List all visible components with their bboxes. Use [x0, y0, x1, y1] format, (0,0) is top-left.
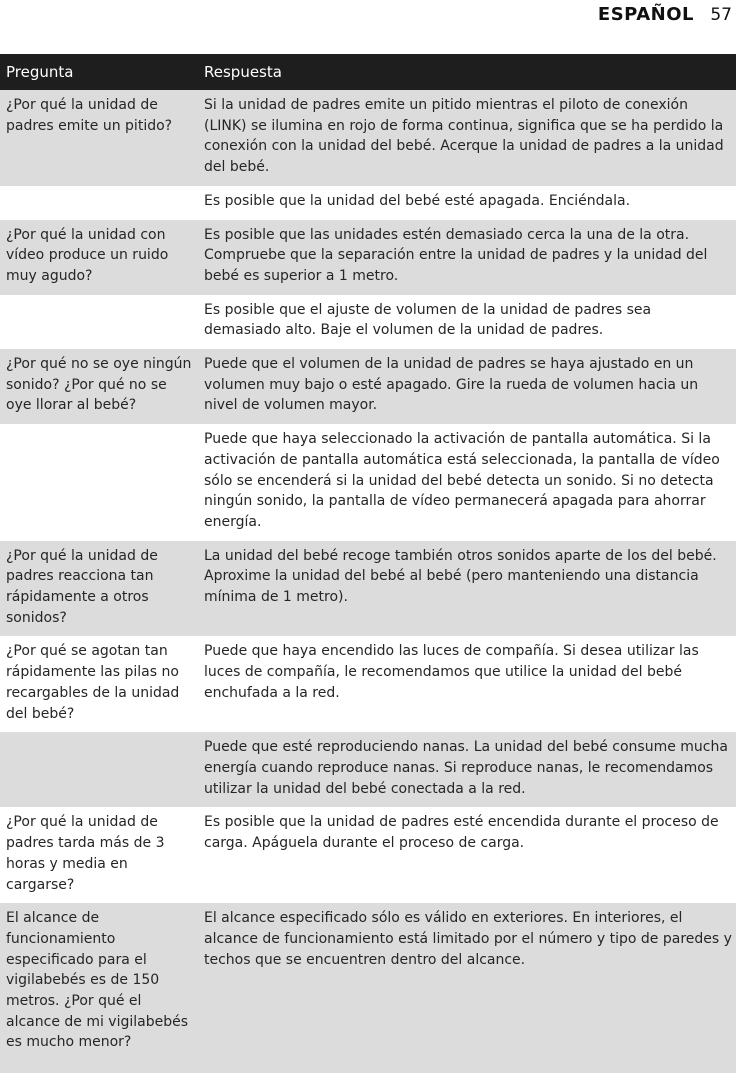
column-header-answer: Respuesta: [198, 54, 736, 90]
table-row: [0, 732, 736, 807]
question-cell: ¿Por qué la unidad de padres tarda más de 3 horas y media en cargarse?: [0, 807, 198, 903]
question-cell: ¿Por qué no se oye ningún sonido? ¿Por qué no se oye llorar al bebé?: [0, 349, 198, 424]
answer-cell: Puede que el volumen de la unidad de padres se haya ajustado en un volumen muy bajo o esté apagado. Gire la rueda de volumen hacia un nivel de volumen mayor.: [198, 349, 736, 424]
table-row: [0, 807, 736, 903]
answer-cell: El alcance especificado sólo es válido en exteriores. En interiores, el alcance de funcionamiento está limitado por el número y tipo de paredes y techos que se encuentren dentro del alcance.: [198, 903, 736, 1073]
table-header-row: [0, 54, 736, 90]
column-header-question: Pregunta: [0, 54, 198, 90]
question-cell: ¿Por qué la unidad de padres reacciona tan rápidamente a otros sonidos?: [0, 541, 198, 637]
question-cell: [0, 295, 198, 349]
table-row: [0, 424, 736, 541]
question-cell: El alcance de funcionamiento especificado para el vigilabebés es de 150 metros. ¿Por qué el alcance de mi vigilabebés es mucho menor?: [0, 903, 198, 1073]
table-row: [0, 220, 736, 295]
answer-cell: La unidad del bebé recoge también otros sonidos aparte de los del bebé. Aproxime la unidad del bebé al bebé (pero manteniendo una distancia mínima de 1 metro).: [198, 541, 736, 637]
question-cell: ¿Por qué la unidad de padres emite un pitido?: [0, 90, 198, 186]
question-cell: [0, 732, 198, 807]
question-cell: ¿Por qué la unidad con vídeo produce un ruido muy agudo?: [0, 220, 198, 295]
table-row: [0, 90, 736, 186]
answer-cell: Es posible que la unidad del bebé esté apagada. Enciéndala.: [198, 186, 736, 220]
question-cell: [0, 424, 198, 541]
table-row: [0, 903, 736, 1073]
answer-cell: Puede que esté reproduciendo nanas. La unidad del bebé consume mucha energía cuando reproduce nanas. Si reproduce nanas, le recomendamos utilizar la unidad del bebé conectada a la red.: [198, 732, 736, 807]
answer-cell: Es posible que la unidad de padres esté encendida durante el proceso de carga. Apáguela durante el proceso de carga.: [198, 807, 736, 903]
table-row: [0, 636, 736, 732]
table-row: [0, 186, 736, 220]
answer-cell: Puede que haya encendido las luces de compañía. Si desea utilizar las luces de compañía, le recomendamos que utilice la unidad del bebé enchufada a la red.: [198, 636, 736, 732]
table-row: [0, 295, 736, 349]
question-cell: [0, 186, 198, 220]
answer-cell: Puede que haya seleccionado la activación de pantalla automática. Si la activación de pantalla automática está seleccionada, la pantalla de vídeo sólo se encenderá si la unidad del bebé detecta un sonido. Si no detecta ningún sonido, la pantalla de vídeo permanecerá apagada para ahorrar energía.: [198, 424, 736, 541]
troubleshooting-table: [0, 54, 736, 1073]
answer-cell: Es posible que las unidades estén demasiado cerca la una de la otra. Compruebe que la separación entre la unidad de padres y la unidad del bebé es superior a 1 metro.: [198, 220, 736, 295]
page-header: [0, 0, 736, 54]
table-row: [0, 349, 736, 424]
answer-cell: Es posible que el ajuste de volumen de la unidad de padres sea demasiado alto. Baje el volumen de la unidad de padres.: [198, 295, 736, 349]
page-number: 57: [710, 5, 732, 25]
table-row: [0, 541, 736, 637]
question-cell: ¿Por qué se agotan tan rápidamente las pilas no recargables de la unidad del bebé?: [0, 636, 198, 732]
language-heading: ESPAÑOL: [597, 4, 694, 25]
answer-cell: Si la unidad de padres emite un pitido mientras el piloto de conexión (LINK) se ilumina en rojo de forma continua, significa que se ha perdido la conexión con la unidad del bebé. Acerque la unidad de padres a la unidad del bebé.: [198, 90, 736, 186]
